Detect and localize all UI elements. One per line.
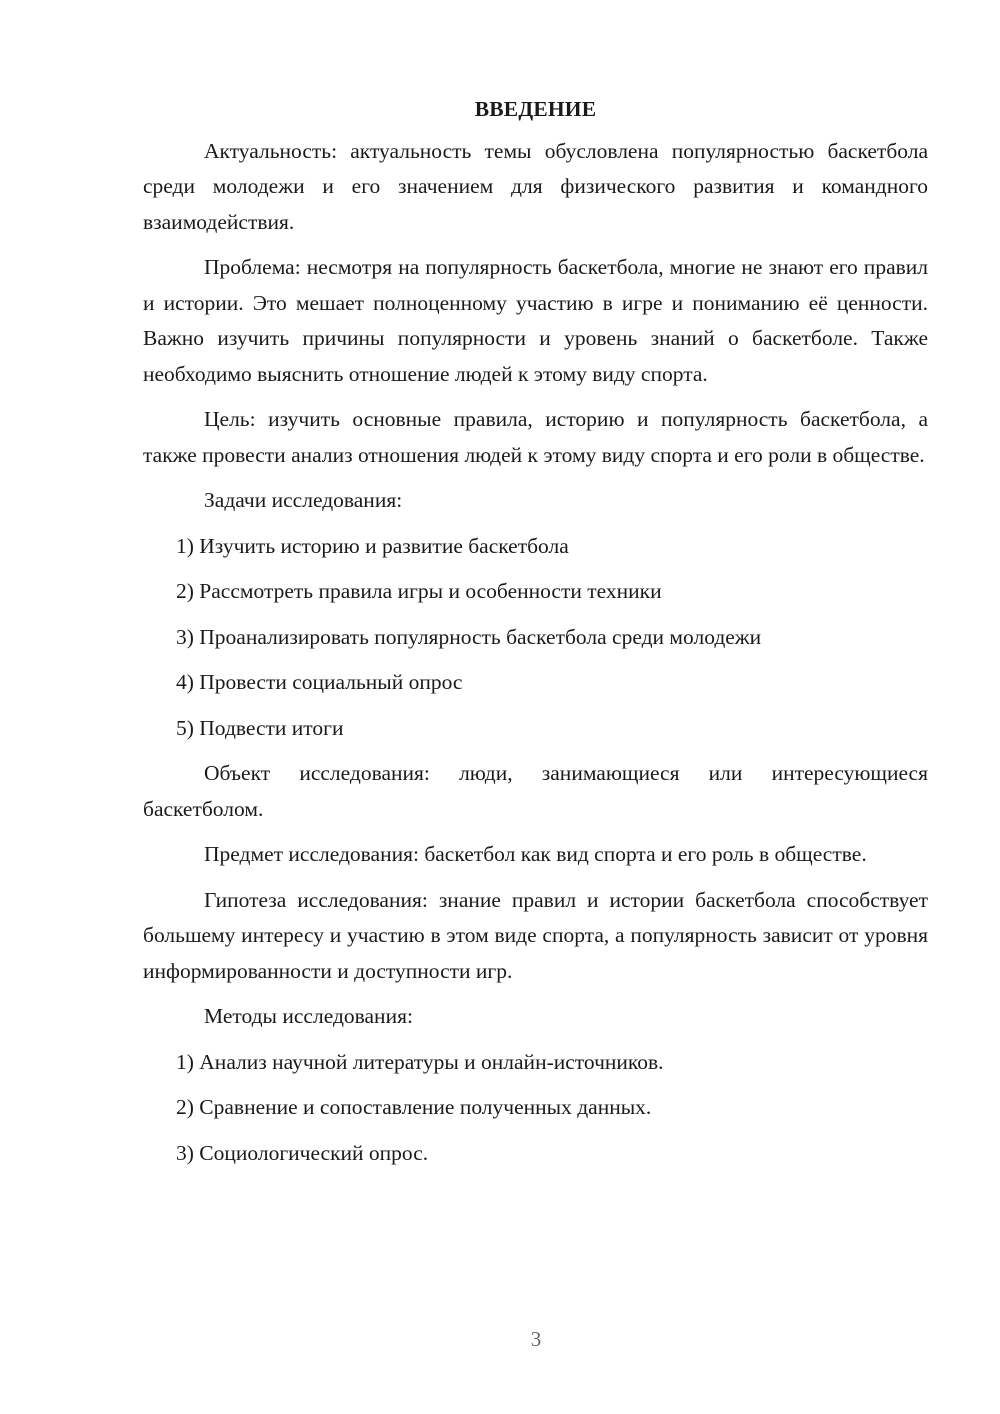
methods-list	[143, 1045, 928, 1172]
section-heading: ВВЕДЕНИЕ	[474, 97, 597, 121]
method-item: 2) Сравнение и сопоставление полученных данных.	[176, 1095, 652, 1119]
task-item: 2) Рассмотреть правила игры и особенности техники	[176, 579, 662, 603]
tasks-list	[143, 529, 928, 747]
hypothesis-paragraph: Гипотеза исследования: знание правил и истории баскетбола способствует большему интересу и участию в этом виде спорта, а популярность зависит от уровня информированности и доступности игр.	[143, 887, 928, 983]
task-item: 3) Проанализировать популярность баскетбола среди молодежи	[176, 624, 762, 649]
task-item: 4) Провести социальный опрос	[176, 670, 463, 694]
method-item: 1) Анализ научной литературы и онлайн-источников.	[176, 1049, 664, 1074]
methods-title: Методы исследования:	[204, 1004, 413, 1028]
document-page	[143, 92, 928, 1181]
object-paragraph: Объект исследования: люди, занимающиеся или интересующиеся баскетболом.	[143, 761, 928, 821]
problem-paragraph: Проблема: несмотря на популярность баскетбола, многие не знают его правил и истории. Это мешает полноценному участию в игре и пониманию её ценности. Важно изучить причины популярности и уровень знаний о баскетболе. Также необходимо выяснить отношение людей к этому виду спорта.	[143, 255, 928, 386]
task-item: 1) Изучить историю и развитие баскетбола	[176, 533, 569, 558]
method-item: 3) Социологический опрос.	[176, 1140, 429, 1165]
relevance-paragraph: Актуальность: актуальность темы обусловлена популярностью баскетбола среди молодежи и его значением для физического развития и командного взаимодействия.	[143, 138, 928, 234]
page-number: 3	[530, 1327, 542, 1351]
subject-paragraph: Предмет исследования: баскетбол как вид спорта и его роль в обществе.	[204, 842, 867, 866]
task-item: 5) Подвести итоги	[176, 715, 344, 740]
goal-paragraph: Цель: изучить основные правила, историю и популярность баскетбола, а также провести анализ отношения людей к этому виду спорта и его роли в обществе.	[143, 407, 928, 467]
tasks-title: Задачи исследования:	[204, 488, 403, 512]
